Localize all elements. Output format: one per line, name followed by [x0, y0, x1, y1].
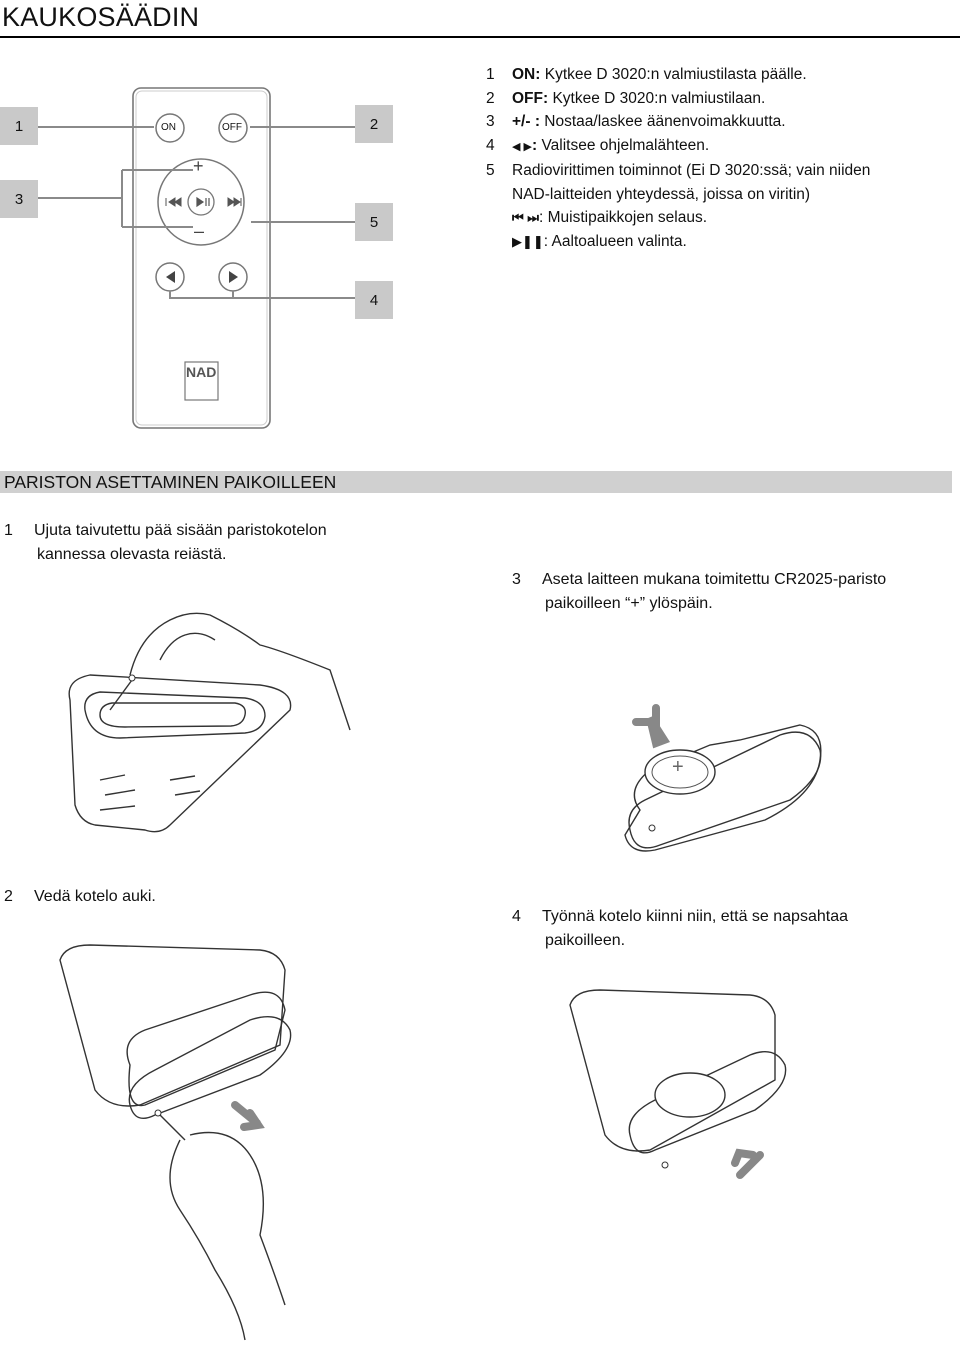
callout-1: 1 [0, 107, 38, 145]
page-title: KAUKOSÄÄDIN [2, 2, 200, 32]
step-4: 4 Työnnä kotelo kiinni niin, että se napsahtaa paikoilleen. [512, 908, 848, 949]
callout-5: 5 [355, 203, 393, 241]
desc-2: 2 OFF: Kytkee D 3020:n valmiustilaan. [486, 89, 766, 107]
callout-4: 4 [355, 281, 393, 319]
off-button: OFF [222, 122, 242, 133]
desc-3: 3 +/- : Nostaa/laskee äänenvoimakkuutta. [486, 113, 786, 130]
play-pause-icon: ▶❚❚ [512, 233, 544, 249]
step-1: 1 Ujuta taivutettu pää sisään paristokotelon kannessa olevasta reiästä. [4, 522, 327, 563]
illustration-drawer-open [50, 935, 350, 1335]
desc-5: 5 Radiovirittimen toiminnot (Ei D 3020:ssä; vain niiden NAD-laitteiden yhteydessä, joissa on viritin) ⏮ ⏭: Muistipaikkojen selaus. ▶❚❚: Aaltoalueen valinta. [486, 162, 871, 250]
callout-3: 3 [0, 180, 38, 218]
section-heading: PARISTON ASETTAMINEN PAIKOILLEEN [0, 471, 952, 493]
on-button: ON [161, 122, 176, 133]
callout-2: 2 [355, 105, 393, 143]
step-3: 3 Aseta laitteen mukana toimitettu CR2025-paristo paikoilleen “+” ylöspäin. [512, 571, 887, 612]
plus-label: + [193, 156, 204, 176]
title-divider [0, 36, 960, 38]
skip-icons: ⏮ ⏭ [512, 210, 540, 225]
step-2: 2 Vedä kotelo auki. [4, 888, 156, 905]
left-right-arrows-icon: ◀ ▶ [512, 140, 532, 153]
desc-4: 4 ◀ ▶: Valitsee ohjelmalähteen. [486, 136, 710, 154]
remote-descriptions [486, 63, 956, 253]
illustration-pin-insert [60, 600, 360, 840]
nad-logo: NAD [186, 364, 217, 380]
battery-plus-sign: + [672, 756, 684, 778]
desc-1: 1 ON: Kytkee D 3020:n valmiustilasta päälle. [486, 66, 807, 83]
illustration-drawer-close [560, 985, 820, 1205]
illustration-battery-insert [600, 700, 820, 860]
minus-label: – [194, 221, 205, 241]
